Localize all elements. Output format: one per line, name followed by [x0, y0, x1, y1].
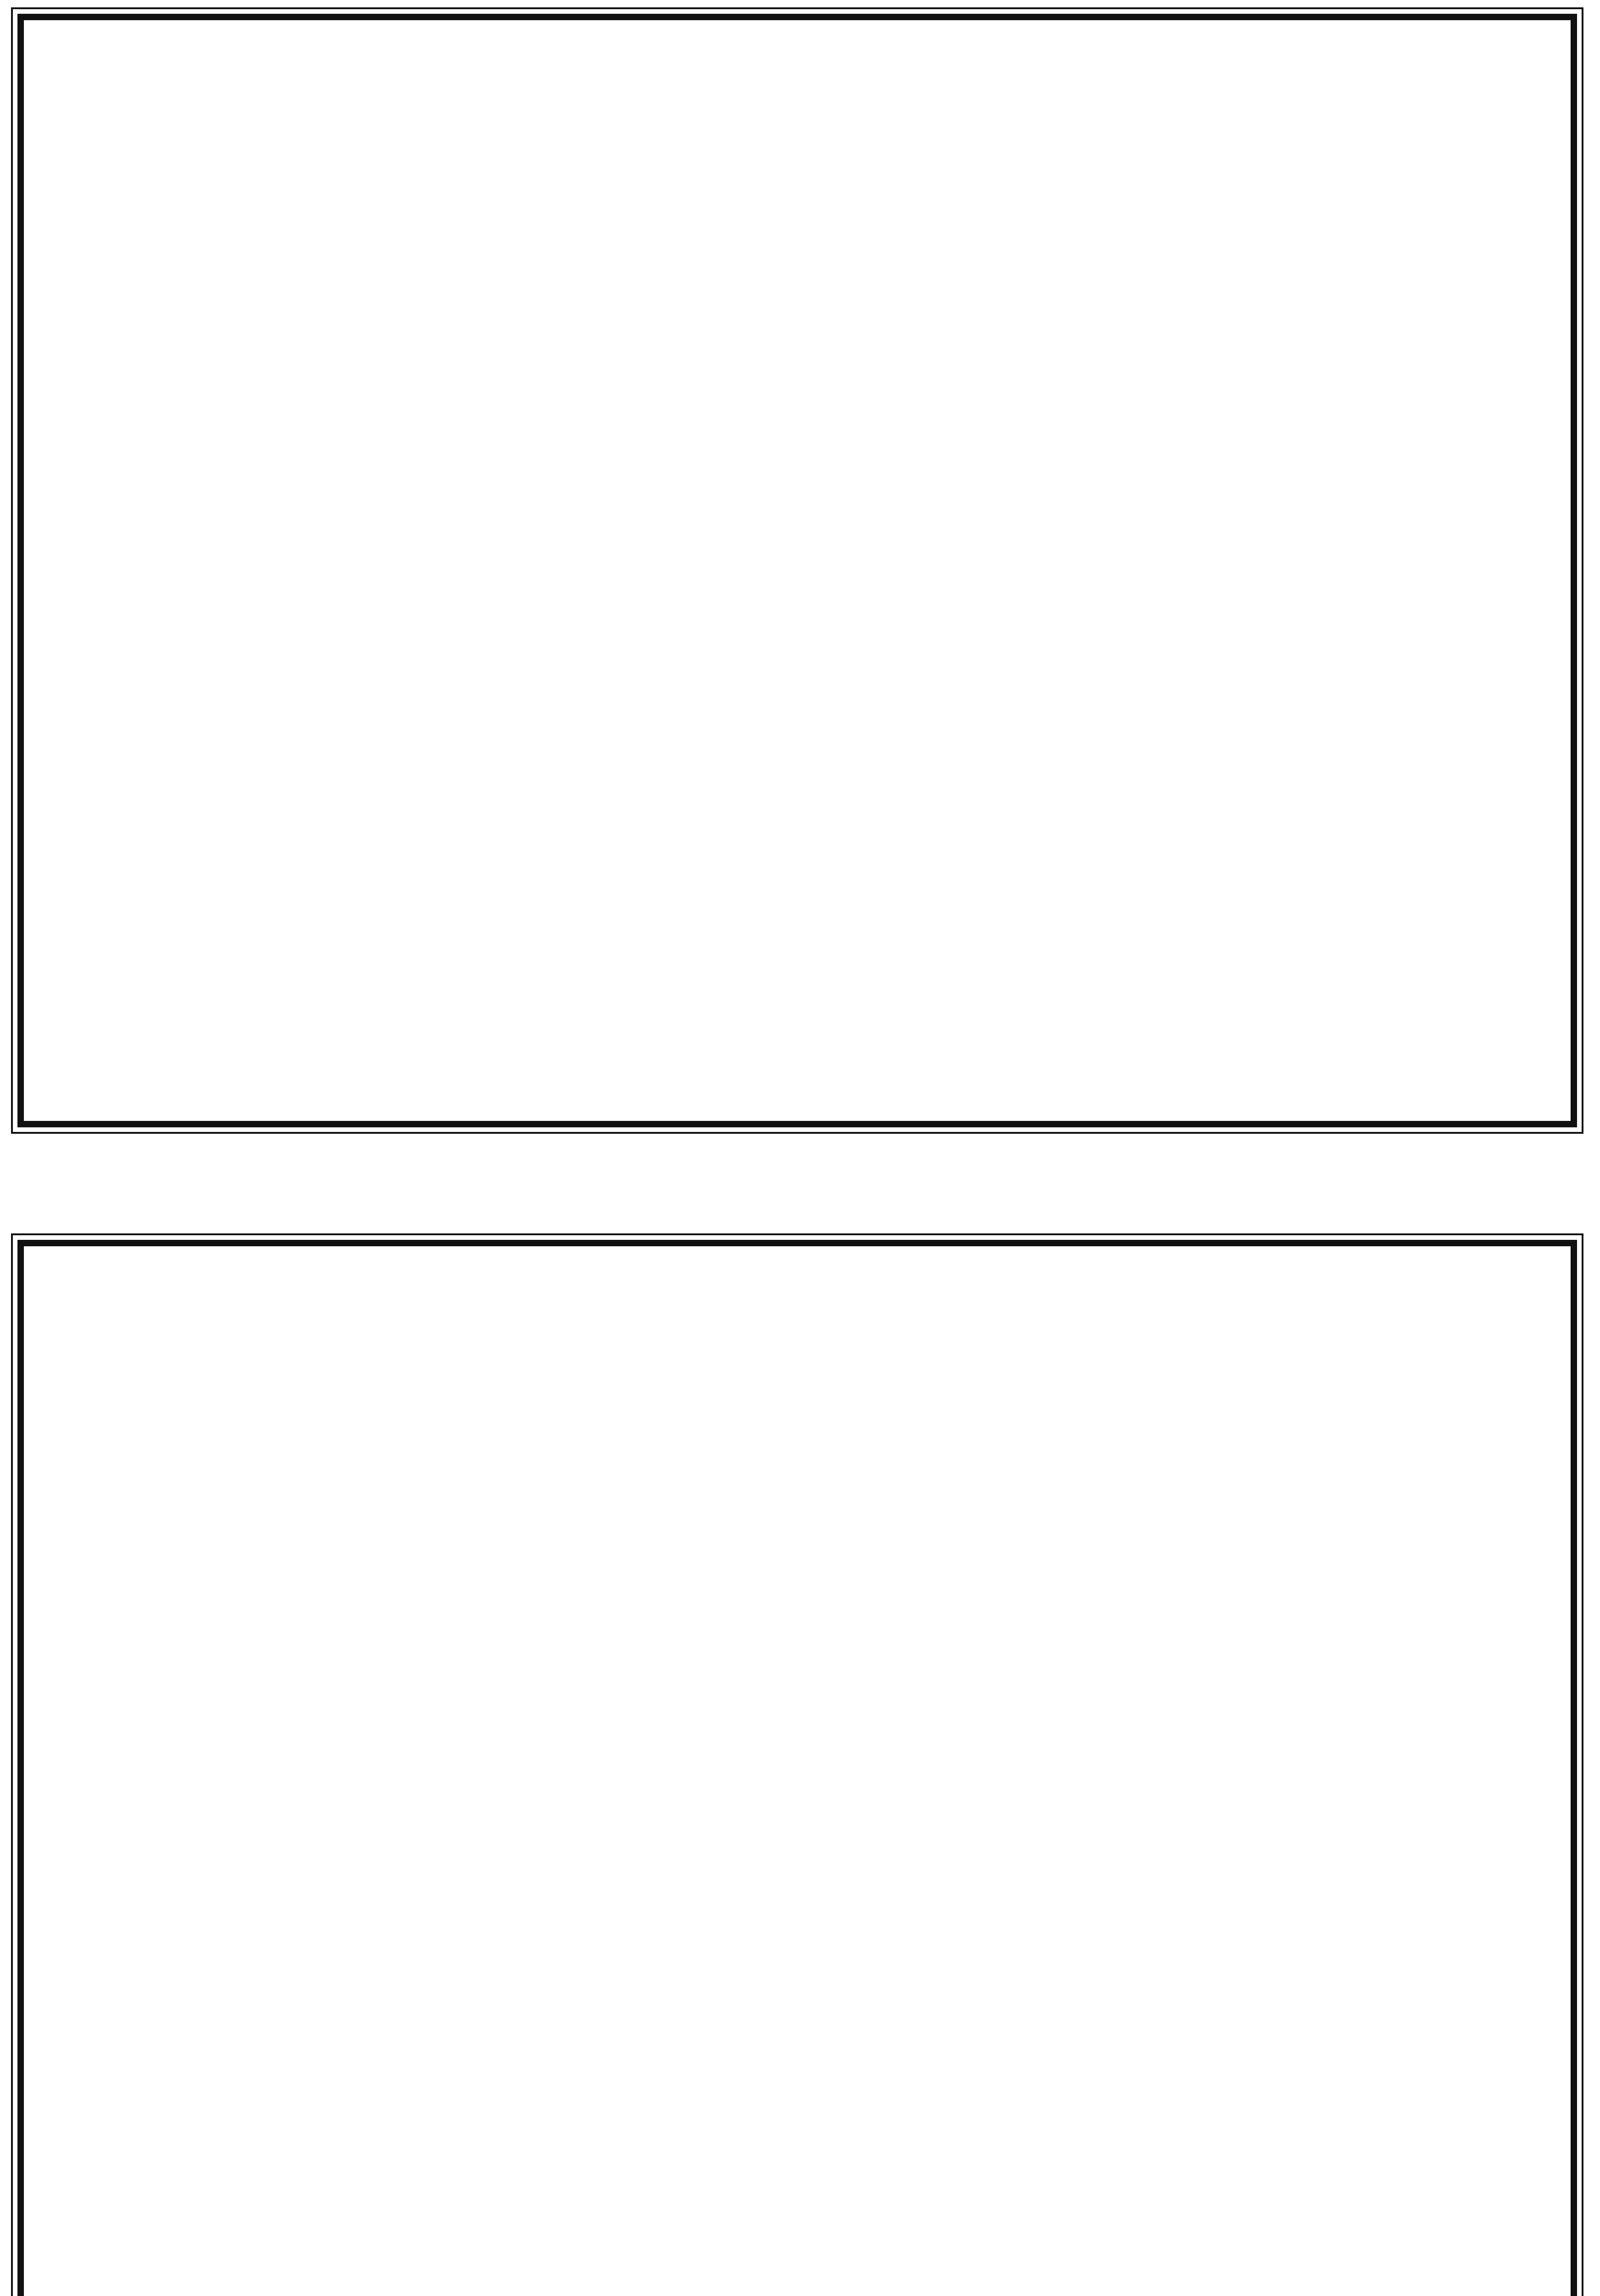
bottom-page-frame	[17, 1240, 1577, 2296]
top-page-columns	[24, 20, 1571, 1121]
bottom-page-columns	[24, 1246, 1571, 2296]
top-page-frame	[17, 14, 1577, 1127]
